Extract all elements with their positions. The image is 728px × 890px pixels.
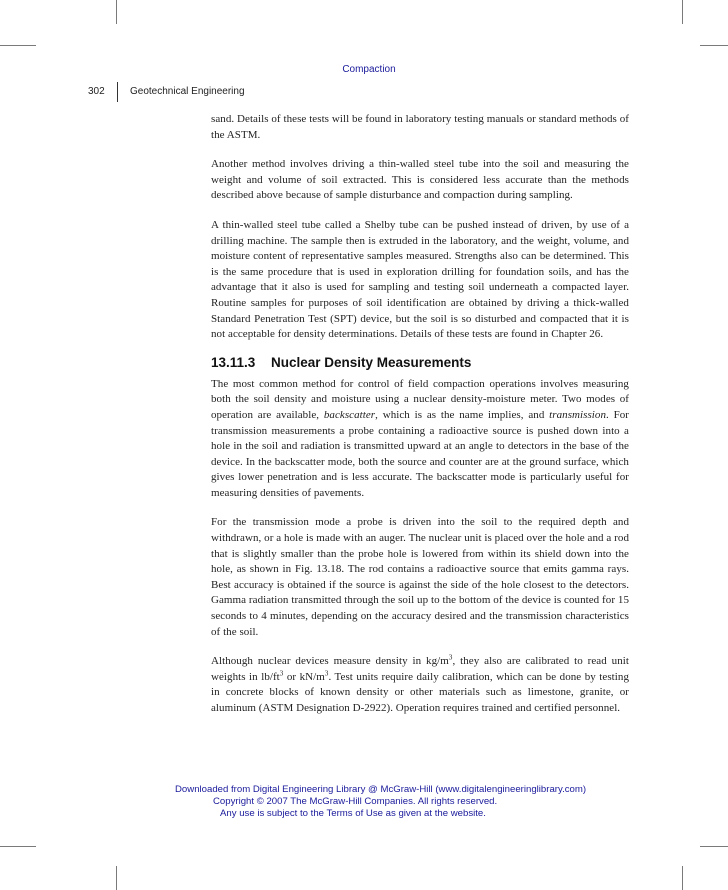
crop-mark-bottom-right-horizontal [700,846,728,847]
crop-mark-bottom-left-vertical [116,866,117,890]
section-title: Nuclear Density Measurements [271,354,472,370]
paragraph-4: The most common method for control of field compaction operations involves measuring both the soil density and moisture using a nuclear density-moisture meter. Two modes of operation are available, backscatter, which is as the name implies, and transmission. For transmission measurements a probe containing a radioactive source is pushed down into a hole in the soil and radiation is transmitted upward at an angle to detectors in the base of the device. In the backscatter mode, both the source and counter are at the ground surface, which gives lower penetration and is less accurate. The backscatter mode is particularly useful for measuring densities of pavements. [211,377,630,499]
footer-copyright-line: Copyright © 2007 The McGraw-Hill Companies. All rights reserved. [213,796,498,807]
header-divider [117,82,118,102]
term-backscatter: backscatter [323,408,376,421]
page-number: 302 [88,86,105,97]
crop-mark-bottom-left-horizontal [0,846,36,847]
term-transmission: transmission [549,408,606,421]
paragraph-5: For the transmission mode a probe is driven into the soil to the required depth and withdrawn, or a hole is made with an auger. The nuclear unit is placed over the hole and a rod that is slightly smaller than the probe hole is lowered from within its shield down into the hole, as shown in Fig. 13.18. The rod contains a radioactive source that emits gamma rays. Best accuracy is obtained if the source is against the side of the hole closest to the detectors. Gamma radiation transmitted through the soil up to the bottom of the device is counted for 15 seconds to 4 minutes, depending on the accuracy desired and the transmission characteristics of the soil. [211,516,629,638]
paragraph-3: A thin-walled steel tube called a Shelby tube can be pushed instead of driven, by use of a drilling machine. The sample then is extruded in the laboratory, and the weight, volume, and moisture content of representative samples measured. Strengths also can be determined. This is the same procedure that is used in exploration drilling for foundation soils, and has the advantage that it also is used for sampling and testing soil underneath a compacted layer. Routine samples for purposes of soil identification are obtained by driving a thick-walled Standard Penetration Test (SPT) device, but the soil is so disturbed and compacted that it is not acceptable for density determinations. Details of these tests are found in Chapter 26. [211,218,629,341]
running-chapter-title: Compaction [342,64,396,75]
footer-terms-line: Any use is subject to the Terms of Use as given at the website. [220,808,486,819]
crop-mark-top-right-horizontal [700,45,728,46]
paragraph-1: sand. Details of these tests will be found in laboratory testing manuals or standard methods of the ASTM. [211,113,629,141]
body-text [211,112,629,731]
section-heading [211,353,629,373]
crop-mark-top-left-horizontal [0,45,36,46]
crop-mark-top-left-vertical [116,0,117,24]
crop-mark-bottom-right-vertical [682,866,683,890]
footer-download-line: Downloaded from Digital Engineering Library @ McGraw-Hill (www.digitalengineeringlibrary.com) [175,784,587,795]
paragraph-6: Although nuclear devices measure density in $kg/m^3$, they also are calibrated to read unit weights in $lb/ft^3$ or $kN/m^3$. Test units require daily calibration, which can be done by testing in concrete blocks of known density or other materials such as limestone, granite, or aluminum (ASTM Designation D-2922). Operation requires trained and certified personnel. [211,653,629,714]
section-number: 13.11.3 [211,354,256,370]
paragraph-2: Another method involves driving a thin-walled steel tube into the soil and measuring the weight and volume of soil extracted. This is considered less accurate than the methods described above because of sample disturbance and compaction during sampling. [211,158,629,202]
running-book-title: Geotechnical Engineering [130,86,245,97]
crop-mark-top-right-vertical [682,0,683,24]
